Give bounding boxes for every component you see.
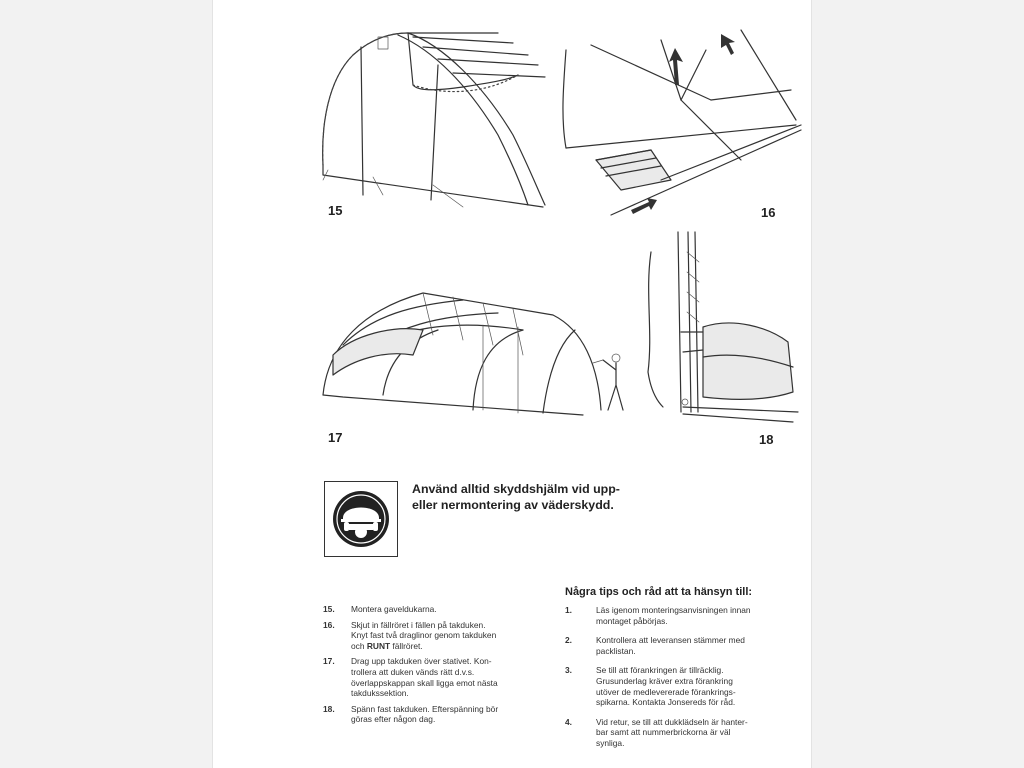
- figure-number: 18: [759, 432, 774, 447]
- tip-text: synliga.: [596, 737, 625, 748]
- list-item: [565, 605, 785, 626]
- tip-number: 1.: [565, 605, 572, 615]
- helmet-warning-text: [412, 481, 642, 513]
- tips-list: [565, 605, 785, 758]
- tip-text: Läs igenom monteringsanvisningen innan: [596, 605, 751, 615]
- tip-number: 2.: [565, 635, 572, 646]
- step-text: takdukssektion.: [351, 688, 409, 699]
- list-item: [565, 635, 785, 656]
- tip-text: utöver de medlevererade förankrings-: [596, 686, 736, 697]
- list-item: [323, 656, 523, 698]
- step-text: Spänn fast takduken. Efterspänning bör: [351, 703, 499, 714]
- step-number: 17.: [323, 656, 335, 667]
- step-text: överlappskappan skall ligga emot nästa: [351, 677, 498, 688]
- step-number: 16.: [323, 619, 335, 630]
- illustration-tensioning: [643, 232, 803, 422]
- step-text: Montera gaveldukarna.: [351, 604, 437, 614]
- step-text: göras efter någon dag.: [351, 714, 436, 725]
- step-number: 15.: [323, 604, 335, 614]
- step-text: och RUNT fällröret.: [351, 640, 423, 651]
- tip-number: 3.: [565, 665, 572, 676]
- step-text: Drag upp takduken över stativet. Kon-: [351, 656, 492, 667]
- step-text: Skjut in fällröret i fällen på takduken.: [351, 619, 486, 630]
- list-item: [323, 704, 523, 725]
- tip-number: 4.: [565, 716, 572, 727]
- list-item: [565, 665, 785, 707]
- figure-number: 16: [761, 205, 776, 220]
- step-number: 18.: [323, 703, 335, 714]
- list-item: [565, 717, 785, 749]
- tip-text: Kontrollera att leveransen stämmer med: [596, 635, 745, 646]
- list-item: [323, 620, 523, 652]
- manual-page: [213, 0, 811, 768]
- tips-heading: Några tips och råd att ta hänsyn till:: [565, 586, 753, 598]
- step-text: Knyt fast två draglinor genom takduken: [351, 630, 497, 641]
- figure-number: 17: [328, 430, 343, 445]
- tip-text: spikarna. Kontakta Jonsereds för råd.: [596, 697, 736, 708]
- tip-text: packlistan.: [596, 645, 636, 656]
- illustration-roof-over-frame: [313, 285, 633, 425]
- step-list: [323, 604, 523, 730]
- illustration-roof-tube: [561, 30, 801, 220]
- figure-number: 15: [328, 203, 343, 218]
- step-text: trollera att duken vänds rätt d.v.s.: [351, 666, 475, 677]
- safety-helmet-icon: [325, 482, 397, 556]
- list-item: [323, 604, 523, 615]
- warning-line: Använd alltid skyddshjälm vid upp-: [412, 482, 620, 496]
- tip-text: Grusunderlag kräver extra förankring: [596, 675, 733, 686]
- warning-line: eller nermontering av väderskydd.: [412, 498, 614, 512]
- tip-text: bar samt att nummerbrickorna är väl: [596, 727, 731, 738]
- warning-icon-frame: [324, 481, 398, 557]
- tip-text: Se till att förankringen är tillräcklig.: [596, 665, 724, 676]
- tip-text: Vid retur, se till att dukklädseln är hanter-: [596, 716, 748, 727]
- tip-text: montaget påbörjas.: [596, 615, 668, 626]
- illustration-end-wall: [313, 25, 553, 215]
